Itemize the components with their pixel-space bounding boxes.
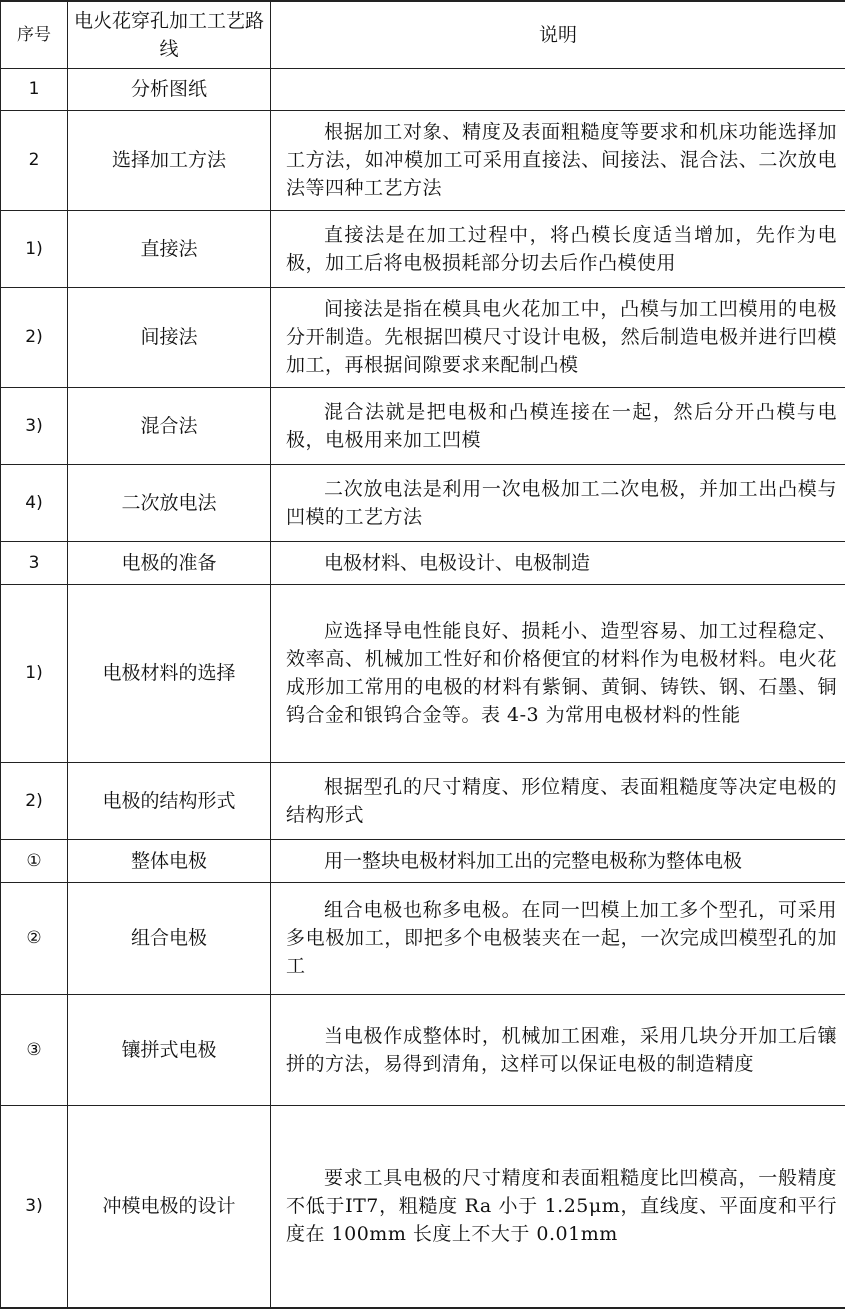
table-row (1, 584, 845, 762)
table-row (1, 1105, 845, 1308)
row-desc: 根据型孔的尺寸精度、形位精度、表面粗糙度等决定电极的结构形式 (271, 762, 845, 839)
table-row (1, 68, 845, 110)
row-step: 间接法 (68, 287, 271, 387)
row-desc: 直接法是在加工过程中，将凸模长度适当增加，先作为电极，加工后将电极损耗部分切去后作凸模使用 (271, 210, 845, 287)
row-seq: 2 (1, 110, 68, 210)
row-desc: 二次放电法是利用一次电极加工二次电极，并加工出凸模与凹模的工艺方法 (271, 464, 845, 541)
row-step: 整体电极 (68, 839, 271, 882)
header-desc: 说明 (271, 1, 845, 68)
row-desc: 组合电极也称多电极。在同一凹模上加工多个型孔，可采用多电极加工，即把多个电极装夹在一起，一次完成凹模型孔的加工 (271, 882, 845, 994)
row-desc: 电极材料、电极设计、电极制造 (271, 541, 845, 584)
row-step: 冲模电极的设计 (68, 1105, 271, 1308)
row-step: 电极的准备 (68, 541, 271, 584)
table-row (1, 994, 845, 1105)
row-desc: 混合法就是把电极和凸模连接在一起，然后分开凸模与电极，电极用来加工凹模 (271, 387, 845, 464)
table-row (1, 387, 845, 464)
table-row (1, 839, 845, 882)
row-step: 组合电极 (68, 882, 271, 994)
row-step: 电极材料的选择 (68, 584, 271, 762)
row-desc: 要求工具电极的尺寸精度和表面粗糙度比凹模高，一般精度不低于IT7，粗糙度 Ra 小于 1.25μm，直线度、平面度和平行度在 100mm 长度上不大于 0.01mm (271, 1105, 845, 1308)
row-seq: ③ (1, 994, 68, 1105)
row-step: 直接法 (68, 210, 271, 287)
table-row (1, 464, 845, 541)
row-step: 电极的结构形式 (68, 762, 271, 839)
row-seq: 1) (1, 584, 68, 762)
table-row (1, 110, 845, 210)
row-seq: 3 (1, 541, 68, 584)
row-seq: 1) (1, 210, 68, 287)
table-row (1, 882, 845, 994)
table-row (1, 287, 845, 387)
row-seq: 2) (1, 287, 68, 387)
row-desc: 用一整块电极材料加工出的完整电极称为整体电极 (271, 839, 845, 882)
row-step: 镶拼式电极 (68, 994, 271, 1105)
row-seq: 3) (1, 1105, 68, 1308)
row-step: 二次放电法 (68, 464, 271, 541)
row-desc: 间接法是指在模具电火花加工中，凸模与加工凹模用的电极分开制造。先根据凹模尺寸设计电极，然后制造电极并进行凹模加工，再根据间隙要求来配制凸模 (271, 287, 845, 387)
row-step: 混合法 (68, 387, 271, 464)
table-row (1, 762, 845, 839)
table-header-row (1, 1, 845, 68)
header-step: 电火花穿孔加工工艺路线 (68, 1, 271, 68)
row-seq: 2) (1, 762, 68, 839)
header-seq: 序号 (1, 1, 68, 68)
table-row (1, 210, 845, 287)
row-seq: 4) (1, 464, 68, 541)
row-seq: ① (1, 839, 68, 882)
row-step: 选择加工方法 (68, 110, 271, 210)
row-desc (271, 68, 845, 110)
row-seq: 3) (1, 387, 68, 464)
row-seq: ② (1, 882, 68, 994)
row-desc: 应选择导电性能良好、损耗小、造型容易、加工过程稳定、效率高、机械加工性好和价格便宜的材料作为电极材料。电火花成形加工常用的电极的材料有紫铜、黄铜、铸铁、钢、石墨、铜钨合金和银钨合金等。表 4-3 为常用电极材料的性能 (271, 584, 845, 762)
row-desc: 根据加工对象、精度及表面粗糙度等要求和机床功能选择加工方法，如冲模加工可采用直接法、间接法、混合法、二次放电法等四种工艺方法 (271, 110, 845, 210)
table-row (1, 541, 845, 584)
row-desc: 当电极作成整体时，机械加工困难，采用几块分开加工后镶拼的方法，易得到清角，这样可以保证电极的制造精度 (271, 994, 845, 1105)
row-step: 分析图纸 (68, 68, 271, 110)
row-seq: 1 (1, 68, 68, 110)
